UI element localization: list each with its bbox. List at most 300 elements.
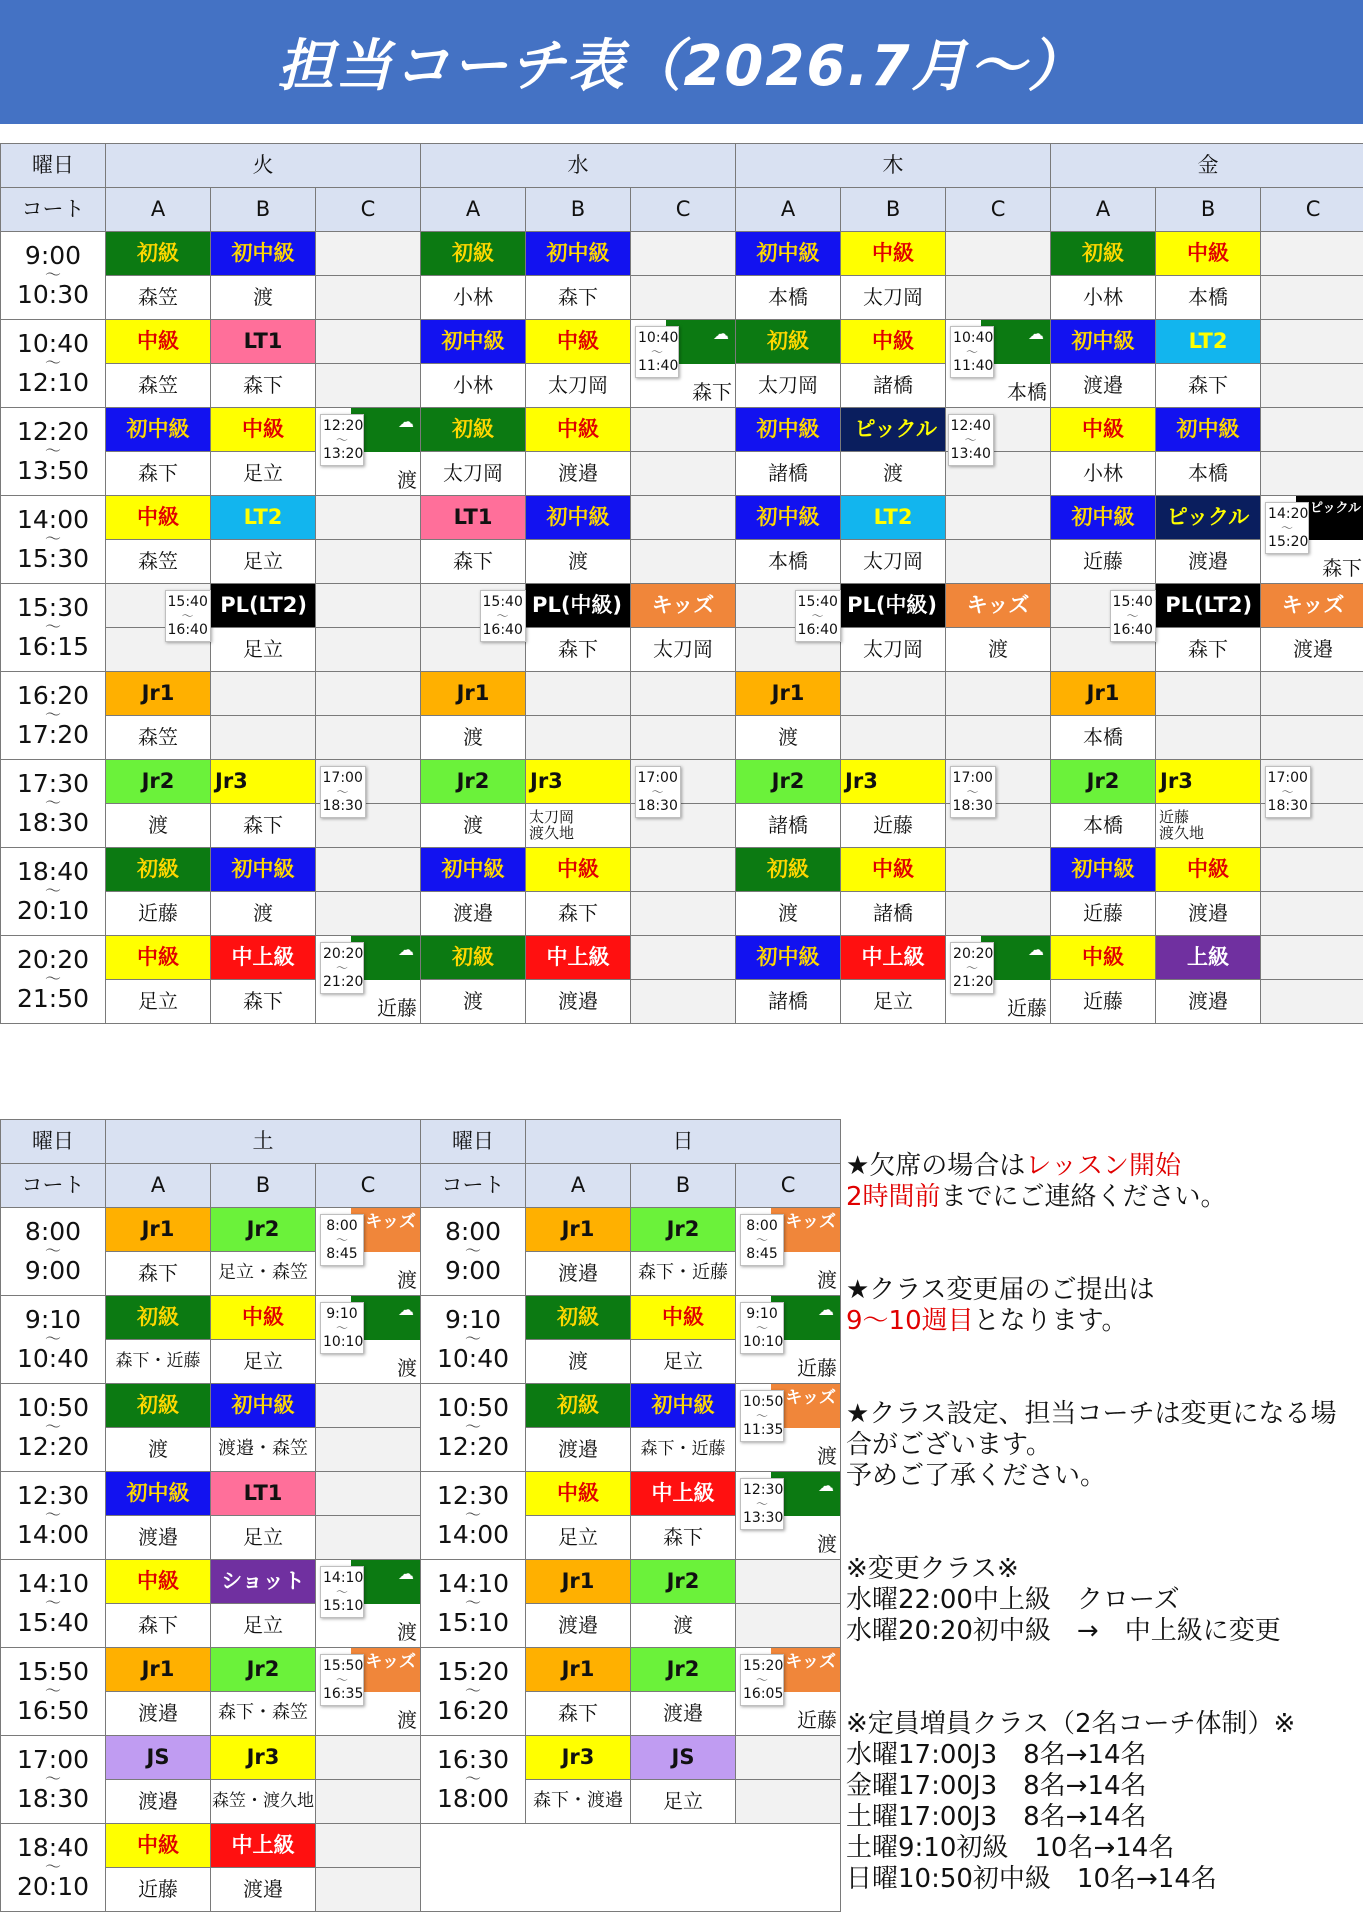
coach-sat-6-b: 森笠・渡久地 — [211, 1780, 316, 1824]
coach-tue-2-b: 足立 — [211, 452, 316, 496]
beginner-mark-icon: ☁ — [818, 1300, 835, 1319]
time-box: 15:20 ～ 16:05 — [740, 1654, 784, 1706]
class-thu-1-b: 中級 — [841, 320, 946, 364]
class-tue-7-b: 初中級 — [211, 848, 316, 892]
class-thu-8-b: 中上級 — [841, 936, 946, 980]
class-tue-0-a: 初級 — [106, 232, 211, 276]
coach-fri-8-a: 近藤 — [1051, 980, 1156, 1024]
class-thu-2-b: ピックル — [841, 408, 946, 452]
beginner-mark-icon: ☁ — [398, 1300, 415, 1319]
class-sun-2-a: 初級 — [526, 1384, 631, 1428]
empty-slot — [946, 716, 1051, 760]
time-slot: 10:50 ～ 12:20 — [1, 1384, 106, 1472]
class-sun-1-a: 初級 — [526, 1296, 631, 1340]
time-box: 10:50 ～ 11:35 — [740, 1390, 784, 1442]
coach-name: 近藤 — [1007, 996, 1048, 1020]
time-slot: 8:00 ～ 9:00 — [1, 1208, 106, 1296]
coach-sun-3-a: 足立 — [526, 1516, 631, 1560]
class-tue-6-a: Jr2 — [106, 760, 211, 804]
coach-fri-2-a: 小林 — [1051, 452, 1156, 496]
empty-slot — [946, 540, 1051, 584]
empty-slot — [316, 672, 421, 716]
beginner-mark-icon: ☁ — [1028, 324, 1045, 343]
coach-tue-8-b: 森下 — [211, 980, 316, 1024]
coach-fri-4-b: 森下 — [1156, 628, 1261, 672]
coach-sun-1-a: 渡 — [526, 1340, 631, 1384]
class-tue-7-a: 初級 — [106, 848, 211, 892]
time-slot: 16:30 ～ 18:00 — [421, 1736, 526, 1824]
time-slot: 9:00 ～ 10:30 — [1, 232, 106, 320]
time-slot: 14:10 ～ 15:10 — [421, 1560, 526, 1648]
class-sun-0-b: Jr2 — [631, 1208, 736, 1252]
empty-slot — [316, 1780, 421, 1824]
time-box: 9:10 ～ 10:10 — [740, 1302, 784, 1354]
coach-fri-4-c: 渡邉 — [1261, 628, 1363, 672]
class-tue-8-b: 中上級 — [211, 936, 316, 980]
empty-slot — [211, 716, 316, 760]
empty-slot — [631, 716, 736, 760]
class-sat-0-b: Jr2 — [211, 1208, 316, 1252]
class-tue-6-b: Jr3 — [211, 760, 316, 804]
class-tue-8-a: 中級 — [106, 936, 211, 980]
coach-sat-1-a: 森下・近藤 — [106, 1340, 211, 1384]
start-time: 12:30 — [743, 1482, 784, 1498]
coach-tue-0-b: 渡 — [211, 276, 316, 320]
class-change-note: ★クラス変更届のご提出は 9～10週目となります。 — [846, 1275, 1155, 1336]
class-sat-1-a: 初級 — [106, 1296, 211, 1340]
class-sat-0-a: Jr1 — [106, 1208, 211, 1252]
empty-slot — [316, 1384, 421, 1428]
coach-thu-6-b: 近藤 — [841, 804, 946, 848]
class-fri-6-b: Jr3 — [1156, 760, 1261, 804]
short-lesson-leaf — [736, 1472, 841, 1560]
coach-thu-3-b: 太刀岡 — [841, 540, 946, 584]
class-sun-4-b: Jr2 — [631, 1560, 736, 1604]
coach-sat-4-a: 森下 — [106, 1604, 211, 1648]
coach-sun-1-b: 足立 — [631, 1340, 736, 1384]
empty-slot — [736, 1736, 841, 1780]
empty-slot — [631, 276, 736, 320]
time-box: 12:20 ～ 13:20 — [320, 414, 364, 466]
short-lesson-pick — [1261, 496, 1363, 584]
empty-slot — [631, 540, 736, 584]
court-A: A — [421, 188, 526, 232]
time-box: 15:50 ～ 16:35 — [320, 1654, 364, 1706]
start-time: 8:00 — [326, 1218, 358, 1234]
coach-tue-1-b: 森下 — [211, 364, 316, 408]
court-label: コート — [1, 188, 106, 232]
end-time: 15:20 — [1268, 534, 1309, 551]
empty-slot — [631, 408, 736, 452]
beginner-mark-icon: ☁ — [818, 1476, 835, 1495]
coach-sat-7-a: 近藤 — [106, 1868, 211, 1912]
court-B: B — [1156, 188, 1261, 232]
coach-fri-0-a: 小林 — [1051, 276, 1156, 320]
coach-thu-4-c: 渡 — [946, 628, 1051, 672]
coach-fri-6-b: 近藤 渡久地 — [1156, 804, 1261, 848]
time-box: 17:00 ～ 18:30 — [1265, 766, 1311, 818]
short-lesson-leaf — [316, 408, 421, 496]
empty-slot — [1261, 716, 1363, 760]
empty-slot — [946, 892, 1051, 936]
coach-tue-2-a: 森下 — [106, 452, 211, 496]
class-sat-6-a: JS — [106, 1736, 211, 1780]
empty-slot — [1261, 672, 1363, 716]
end-time: 11:40 — [638, 358, 679, 375]
class-fri-8-b: 上級 — [1156, 936, 1261, 980]
empty-slot — [946, 276, 1051, 320]
class-thu-0-a: 初中級 — [736, 232, 841, 276]
coach-fri-1-a: 渡邉 — [1051, 364, 1156, 408]
class-sat-7-b: 中上級 — [211, 1824, 316, 1868]
end-time: 10:10 — [323, 1334, 364, 1351]
coach-tue-5-a: 森笠 — [106, 716, 211, 760]
coach-tue-0-a: 森笠 — [106, 276, 211, 320]
end-time: 16:05 — [743, 1686, 784, 1703]
page-header — [0, 0, 1363, 124]
time-box: 12:30 ～ 13:30 — [740, 1478, 784, 1530]
time-box: 8:00 ～ 8:45 — [740, 1214, 784, 1266]
coach-sun-0-a: 渡邉 — [526, 1252, 631, 1296]
short-lesson-leaf — [316, 1560, 421, 1648]
class-sun-3-a: 中級 — [526, 1472, 631, 1516]
time-slot: 14:00 ～ 15:30 — [1, 496, 106, 584]
day-wed: 水 — [421, 144, 736, 188]
class-sat-1-b: 中級 — [211, 1296, 316, 1340]
court-A: A — [736, 188, 841, 232]
class-sun-0-a: Jr1 — [526, 1208, 631, 1252]
short-lesson-leaf — [631, 320, 736, 408]
coach-wed-3-a: 森下 — [421, 540, 526, 584]
time-box: 10:40 ～ 11:40 — [635, 326, 679, 378]
class-fri-1-b: LT2 — [1156, 320, 1261, 364]
time-box: 8:00 ～ 8:45 — [320, 1214, 364, 1266]
coach-thu-3-a: 本橋 — [736, 540, 841, 584]
class-wed-7-b: 中級 — [526, 848, 631, 892]
weekend-schedule-table: 曜日 土 曜日 日 コート A B C コート A B C 8:00 ～ 9:00 Jr1 Jr2 キッズ 8:00 ～ 8:45 渡 8:00 ～ 9:00 Jr1 Jr2 キッズ 8:00 ～ 8:45 渡 森下 足立・森笠 渡邉 森下・近藤 9:10 ～ 10:40 初級 中級 ☁ 9:10 ～ 10:10 渡 9:10 ～ 10:40 初級 中級 ☁ 9:10 ～ 10:10 近藤 森下・近藤 足立 渡 足立 10:50 ～ 12:20 初級 初中級 10:50 ～ 12:20 初級 初中級 キッズ 10:50 ～ 11:35 渡 渡 渡邉・森笠 渡邉 森下・近藤 12:30 ～ 14:00 初中級 LT1 12:30 ～ 14:00 中級 中上級 ☁ 12:30 ～ 13:30 渡 渡邉 足立 足立 森下 14:10 ～ 15:40 中級 ショット ☁ 14:10 ～ 15:10 渡 14:10 ～ 15:10 Jr1 Jr2 森下 足立 渡邉 渡 15:50 ～ 16:50 Jr1 Jr2 キッズ 15:50 ～ 16:35 渡 15:20 ～ 16:20 Jr1 Jr2 キッズ 15:20 ～ 16:05 近藤 渡邉 森下・森笠 森下 渡邉 17:00 ～ 18:30 JS Jr3 16:30 ～ 18:00 Jr3 JS 渡邉 森笠・渡久地 森下・渡邉 足立 18:40 ～ 20:10 中級 中上級 近藤 渡邉 — [0, 1119, 841, 1912]
short-lesson-kids — [736, 1208, 841, 1296]
coach-name: 森下 — [1322, 556, 1363, 580]
empty-slot — [631, 848, 736, 892]
start-time: 12:20 — [323, 418, 364, 434]
time-box: 20:20 ～ 21:20 — [950, 942, 994, 994]
coach-sat-3-b: 足立 — [211, 1516, 316, 1560]
beginner-mark-icon: ☁ — [1028, 940, 1045, 959]
beginner-mark-icon: ☁ — [713, 324, 730, 343]
class-fri-4-c: キッズ — [1261, 584, 1363, 628]
empty-slot — [1261, 320, 1363, 364]
class-tue-1-a: 中級 — [106, 320, 211, 364]
empty-slot — [316, 1824, 421, 1868]
coach-sat-7-b: 渡邉 — [211, 1868, 316, 1912]
coach-fri-1-b: 森下 — [1156, 364, 1261, 408]
class-sun-3-b: 中上級 — [631, 1472, 736, 1516]
day-sun: 日 — [526, 1120, 841, 1164]
coach-name: 渡 — [397, 1356, 418, 1380]
notes-panel — [846, 1120, 1356, 1920]
class-wed-5-a: Jr1 — [421, 672, 526, 716]
coach-sun-2-b: 森下・近藤 — [631, 1428, 736, 1472]
coach-name: 森下 — [692, 380, 733, 404]
empty-slot — [1156, 672, 1261, 716]
coach-wed-0-a: 小林 — [421, 276, 526, 320]
short-lesson-kids — [736, 1648, 841, 1736]
short-lesson-kids — [316, 1208, 421, 1296]
class-wed-3-a: LT1 — [421, 496, 526, 540]
start-time: 10:50 — [743, 1394, 784, 1410]
empty-slot — [316, 716, 421, 760]
empty-slot — [736, 1780, 841, 1824]
day-sat: 土 — [106, 1120, 421, 1164]
coach-tue-6-b: 森下 — [211, 804, 316, 848]
coach-wed-1-a: 小林 — [421, 364, 526, 408]
short-lesson-leaf — [946, 320, 1051, 408]
time-slot: 17:30 ～ 18:30 — [1, 760, 106, 848]
class-sat-3-b: LT1 — [211, 1472, 316, 1516]
time-slot: 12:30 ～ 14:00 — [421, 1472, 526, 1560]
empty-slot — [316, 1736, 421, 1780]
coach-tue-3-a: 森笠 — [106, 540, 211, 584]
changed-classes-note: ※変更クラス※ 水曜22:00中上級 クローズ 水曜20:20初中級 → 中上級に変更 — [846, 1554, 1281, 1646]
class-wed-6-b: Jr3 — [526, 760, 631, 804]
class-sat-4-b: ショット — [211, 1560, 316, 1604]
empty-slot — [946, 496, 1051, 540]
coach-thu-6-a: 諸橋 — [736, 804, 841, 848]
coach-thu-8-a: 諸橋 — [736, 980, 841, 1024]
class-wed-7-a: 初中級 — [421, 848, 526, 892]
end-time: 8:45 — [746, 1246, 778, 1263]
empty-slot — [316, 892, 421, 936]
empty-slot — [1261, 848, 1363, 892]
coach-sat-5-b: 森下・森笠 — [211, 1692, 316, 1736]
coach-tue-1-a: 森笠 — [106, 364, 211, 408]
change-disclaimer-note: ★クラス設定、担当コーチは変更になる場合がございます。 予めご了承ください。 — [846, 1399, 1337, 1491]
class-sat-5-a: Jr1 — [106, 1648, 211, 1692]
class-wed-4-c: キッズ — [631, 584, 736, 628]
start-time: 14:20 — [1268, 506, 1309, 522]
class-fri-1-a: 初中級 — [1051, 320, 1156, 364]
coach-wed-0-b: 森下 — [526, 276, 631, 320]
coach-fri-6-a: 本橋 — [1051, 804, 1156, 848]
empty-slot — [1261, 276, 1363, 320]
empty-slot — [316, 628, 421, 672]
end-time: 16:35 — [323, 1686, 364, 1703]
coach-tue-8-a: 足立 — [106, 980, 211, 1024]
court-C: C — [316, 188, 421, 232]
class-wed-2-a: 初級 — [421, 408, 526, 452]
time-box: 9:10 ～ 10:10 — [320, 1302, 364, 1354]
coach-wed-1-b: 太刀岡 — [526, 364, 631, 408]
empty-slot — [526, 716, 631, 760]
coach-fri-5-a: 本橋 — [1051, 716, 1156, 760]
class-fri-0-a: 初級 — [1051, 232, 1156, 276]
class-sun-2-b: 初中級 — [631, 1384, 736, 1428]
start-time: 15:20 — [743, 1658, 784, 1674]
coach-sat-2-a: 渡 — [106, 1428, 211, 1472]
coach-wed-6-a: 渡 — [421, 804, 526, 848]
time-slot: 18:40 ～ 20:10 — [1, 1824, 106, 1912]
court-B: B — [211, 188, 316, 232]
class-sun-4-a: Jr1 — [526, 1560, 631, 1604]
coach-sun-0-b: 森下・近藤 — [631, 1252, 736, 1296]
empty-slot — [1261, 892, 1363, 936]
class-wed-6-a: Jr2 — [421, 760, 526, 804]
court-C: C — [631, 188, 736, 232]
coach-sun-2-a: 渡邉 — [526, 1428, 631, 1472]
class-thu-0-b: 中級 — [841, 232, 946, 276]
class-tue-1-b: LT1 — [211, 320, 316, 364]
coach-name: 近藤 — [377, 996, 418, 1020]
coach-fri-2-b: 本橋 — [1156, 452, 1261, 496]
empty-slot — [211, 672, 316, 716]
class-tue-3-b: LT2 — [211, 496, 316, 540]
start-time: 10:40 — [638, 330, 679, 346]
start-time: 9:10 — [746, 1306, 778, 1322]
end-time: 13:30 — [743, 1510, 784, 1527]
empty-slot — [1261, 408, 1363, 452]
empty-slot — [946, 672, 1051, 716]
class-sun-5-b: Jr2 — [631, 1648, 736, 1692]
coach-sun-5-a: 森下 — [526, 1692, 631, 1736]
coach-sun-6-b: 足立 — [631, 1780, 736, 1824]
empty-slot — [316, 584, 421, 628]
coach-sat-5-a: 渡邉 — [106, 1692, 211, 1736]
lesson-label: キッズ — [785, 1652, 837, 1672]
weekday-schedule-table — [0, 143, 1363, 1024]
short-lesson-kids — [736, 1384, 841, 1472]
coach-sun-4-b: 渡 — [631, 1604, 736, 1648]
empty-slot — [631, 672, 736, 716]
empty-slot — [316, 496, 421, 540]
coach-sat-0-a: 森下 — [106, 1252, 211, 1296]
lesson-label: キッズ — [785, 1388, 837, 1408]
coach-fri-3-a: 近藤 — [1051, 540, 1156, 584]
coach-fri-0-b: 本橋 — [1156, 276, 1261, 320]
empty-slot — [736, 1604, 841, 1648]
time-box: 10:40 ～ 11:40 — [950, 326, 994, 378]
short-lesson-kids — [316, 1648, 421, 1736]
class-wed-1-b: 中級 — [526, 320, 631, 364]
class-fri-8-a: 中級 — [1051, 936, 1156, 980]
empty-slot — [631, 980, 736, 1024]
end-time: 13:20 — [323, 446, 364, 463]
lesson-label: キッズ — [365, 1652, 417, 1672]
coach-name: 渡 — [397, 1268, 418, 1292]
coach-thu-4-b: 太刀岡 — [841, 628, 946, 672]
short-lesson-leaf — [736, 1296, 841, 1384]
empty-slot — [1261, 452, 1363, 496]
coach-wed-7-a: 渡邉 — [421, 892, 526, 936]
empty-slot — [316, 1868, 421, 1912]
coach-name: 渡 — [817, 1268, 838, 1292]
class-tue-2-a: 初中級 — [106, 408, 211, 452]
class-thu-7-b: 中級 — [841, 848, 946, 892]
class-wed-1-a: 初中級 — [421, 320, 526, 364]
class-sat-2-a: 初級 — [106, 1384, 211, 1428]
class-wed-8-a: 初級 — [421, 936, 526, 980]
class-thu-7-a: 初級 — [736, 848, 841, 892]
class-thu-2-a: 初中級 — [736, 408, 841, 452]
class-fri-7-a: 初中級 — [1051, 848, 1156, 892]
time-slot: 18:40 ～ 20:10 — [1, 848, 106, 936]
coach-thu-2-a: 諸橋 — [736, 452, 841, 496]
empty-slot — [631, 496, 736, 540]
empty-slot — [736, 1560, 841, 1604]
empty-slot — [946, 232, 1051, 276]
coach-fri-7-b: 渡邉 — [1156, 892, 1261, 936]
short-lesson-leaf — [316, 936, 421, 1024]
class-tue-4-b: PL(LT2) — [211, 584, 316, 628]
coach-sun-3-b: 森下 — [631, 1516, 736, 1560]
coach-tue-7-b: 渡 — [211, 892, 316, 936]
coach-thu-7-b: 諸橋 — [841, 892, 946, 936]
class-thu-4-c: キッズ — [946, 584, 1051, 628]
time-slot: 17:00 ～ 18:30 — [1, 1736, 106, 1824]
class-thu-6-a: Jr2 — [736, 760, 841, 804]
end-time: 11:40 — [953, 358, 994, 375]
time-slot: 12:30 ～ 14:00 — [1, 1472, 106, 1560]
class-wed-2-b: 中級 — [526, 408, 631, 452]
time-box: 17:00 ～ 18:30 — [950, 766, 996, 818]
end-time: 11:35 — [743, 1422, 784, 1439]
coach-fri-3-b: 渡邉 — [1156, 540, 1261, 584]
class-fri-3-b: ピックル — [1156, 496, 1261, 540]
time-box: 14:20 ～ 15:20 — [1265, 502, 1309, 554]
time-box: 14:10 ～ 15:10 — [320, 1566, 364, 1618]
end-time: 8:45 — [326, 1246, 358, 1263]
time-box: 15:40 ～ 16:40 — [795, 590, 841, 642]
coach-fri-7-a: 近藤 — [1051, 892, 1156, 936]
time-slot: 14:10 ～ 15:40 — [1, 1560, 106, 1648]
class-thu-8-a: 初中級 — [736, 936, 841, 980]
time-box: 15:40 ～ 16:40 — [165, 590, 211, 642]
coach-wed-4-c: 太刀岡 — [631, 628, 736, 672]
empty-slot — [316, 320, 421, 364]
class-tue-5-a: Jr1 — [106, 672, 211, 716]
class-fri-2-a: 中級 — [1051, 408, 1156, 452]
coach-tue-4-b: 足立 — [211, 628, 316, 672]
empty-slot — [316, 848, 421, 892]
lesson-label: ピックル — [1309, 501, 1362, 516]
class-sun-1-b: 中級 — [631, 1296, 736, 1340]
time-slot: 15:20 ～ 16:20 — [421, 1648, 526, 1736]
class-tue-0-b: 初中級 — [211, 232, 316, 276]
coach-wed-2-b: 渡邉 — [526, 452, 631, 496]
time-slot: 10:40 ～ 12:10 — [1, 320, 106, 408]
coach-thu-8-b: 足立 — [841, 980, 946, 1024]
empty-slot — [1261, 980, 1363, 1024]
class-fri-0-b: 中級 — [1156, 232, 1261, 276]
day-tue: 火 — [106, 144, 421, 188]
time-slot: 8:00 ～ 9:00 — [421, 1208, 526, 1296]
end-time: 21:20 — [323, 974, 364, 991]
coach-sat-3-a: 渡邉 — [106, 1516, 211, 1560]
coach-name: 渡 — [817, 1532, 838, 1556]
class-fri-5-a: Jr1 — [1051, 672, 1156, 716]
time-slot: 20:20 ～ 21:50 — [1, 936, 106, 1024]
coach-wed-4-b: 森下 — [526, 628, 631, 672]
beginner-mark-icon: ☁ — [398, 1564, 415, 1583]
empty-slot — [316, 1516, 421, 1560]
short-lesson-leaf — [316, 1296, 421, 1384]
day-thu: 木 — [736, 144, 1051, 188]
coach-thu-0-b: 太刀岡 — [841, 276, 946, 320]
class-sat-5-b: Jr2 — [211, 1648, 316, 1692]
coach-wed-2-a: 太刀岡 — [421, 452, 526, 496]
coach-sat-6-a: 渡邉 — [106, 1780, 211, 1824]
coach-sun-4-a: 渡邉 — [526, 1604, 631, 1648]
beginner-mark-icon: ☁ — [398, 412, 415, 431]
